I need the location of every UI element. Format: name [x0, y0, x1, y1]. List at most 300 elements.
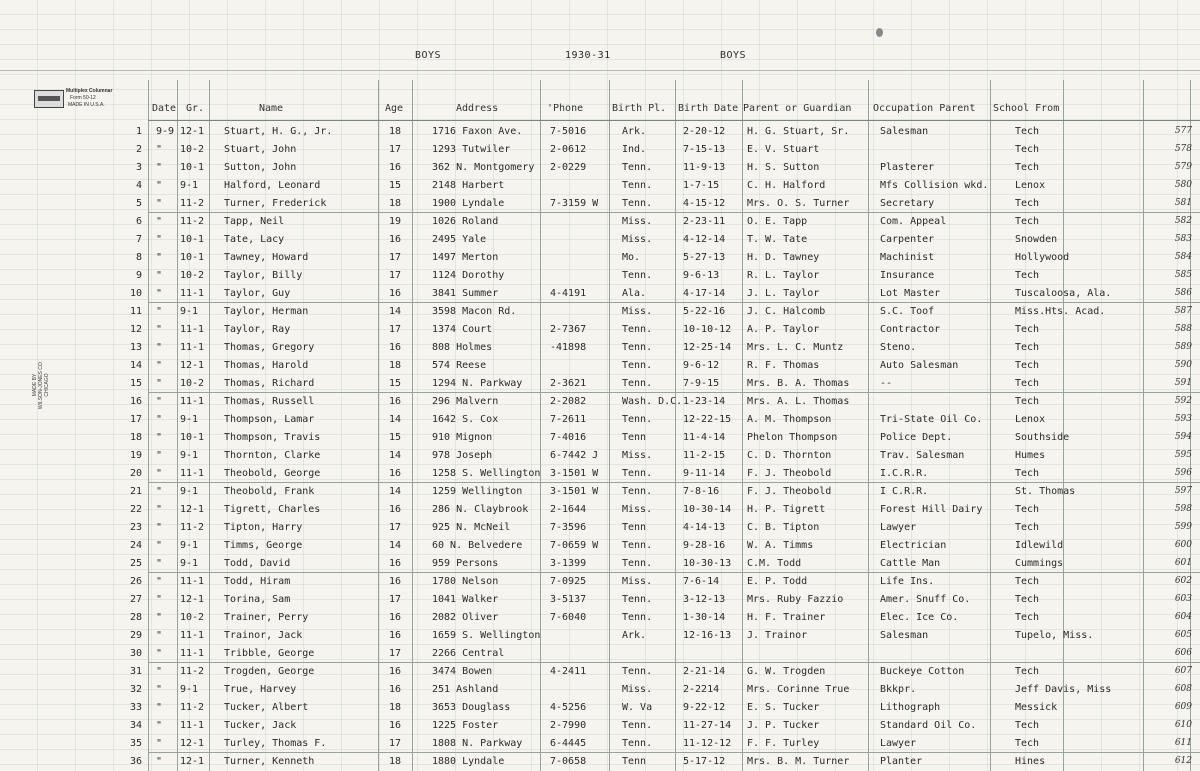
- row-school: Tech: [1015, 396, 1040, 407]
- row-occupation: Salesman: [880, 126, 929, 137]
- row-name: Thomas, Richard: [224, 378, 315, 389]
- table-row: [0, 339, 1200, 357]
- row-name: Tawney, Howard: [224, 252, 309, 263]
- row-number: 21: [129, 486, 142, 497]
- row-date: ": [156, 180, 163, 191]
- row-address: 978 Joseph: [432, 450, 493, 461]
- row-name: Sutton, John: [224, 162, 297, 173]
- row-address: 2266 Central: [432, 648, 505, 659]
- row-parent: R. F. Thomas: [747, 360, 820, 371]
- row-birth-place: Miss.: [622, 684, 653, 695]
- col-header-phone: 'Phone: [547, 103, 584, 114]
- row-record-number: 610: [1174, 720, 1192, 730]
- row-grade: 10-1: [180, 252, 205, 263]
- row-birth-date: 7-6-14: [683, 576, 720, 587]
- row-date: ": [156, 612, 163, 623]
- row-school: Tech: [1015, 126, 1040, 137]
- row-record-number: 605: [1174, 630, 1192, 640]
- row-parent: E. V. Stuart: [747, 144, 820, 155]
- row-address: 2082 Oliver: [432, 612, 499, 623]
- row-occupation: Planter: [880, 756, 923, 767]
- row-birth-place: Tenn.: [622, 342, 653, 353]
- form-brand: Multiplex Columnar: [66, 88, 113, 94]
- row-address: 1780 Nelson: [432, 576, 499, 587]
- row-phone: 2-0612: [550, 144, 587, 155]
- row-address: 574 Reese: [432, 360, 487, 371]
- group-rule: [148, 302, 1200, 303]
- table-row: [0, 555, 1200, 573]
- row-name: Taylor, Billy: [224, 270, 303, 281]
- row-grade: 11-2: [180, 522, 205, 533]
- row-birth-date: 9-22-12: [683, 702, 726, 713]
- row-parent: J. L. Taylor: [747, 288, 820, 299]
- row-address: 808 Holmes: [432, 342, 493, 353]
- row-phone: 2-7367: [550, 324, 587, 335]
- row-grade: 11-1: [180, 630, 205, 641]
- row-age: 16: [389, 630, 402, 641]
- row-birth-place: Tenn.: [622, 594, 653, 605]
- row-birth-date: 2-20-12: [683, 126, 726, 137]
- row-age: 16: [389, 396, 402, 407]
- row-address: 3653 Douglass: [432, 702, 511, 713]
- row-school: Tech: [1015, 378, 1040, 389]
- table-row: [0, 519, 1200, 537]
- row-birth-date: 9-6-13: [683, 270, 720, 281]
- row-name: Taylor, Herman: [224, 306, 309, 317]
- row-age: 17: [389, 324, 402, 335]
- form-logo-icon: [34, 90, 64, 108]
- row-name: Halford, Leonard: [224, 180, 321, 191]
- row-number: 30: [129, 648, 142, 659]
- row-parent: Mrs. Corinne True: [747, 684, 850, 695]
- row-number: 22: [129, 504, 142, 515]
- row-school: Tech: [1015, 360, 1040, 371]
- row-name: True, Harvey: [224, 684, 297, 695]
- row-birth-date: 11-12-12: [683, 738, 732, 749]
- table-row: [0, 375, 1200, 393]
- row-school: St. Thomas: [1015, 486, 1076, 497]
- table-row: [0, 537, 1200, 555]
- row-birth-date: 9-28-16: [683, 540, 726, 551]
- row-school: Hines: [1015, 756, 1046, 767]
- row-grade: 12-1: [180, 360, 205, 371]
- row-parent: H. D. Tawney: [747, 252, 820, 263]
- row-number: 2: [135, 144, 142, 155]
- row-school: Tuscaloosa, Ala.: [1015, 288, 1112, 299]
- row-occupation: Buckeye Cotton: [880, 666, 965, 677]
- row-number: 12: [129, 324, 142, 335]
- row-birth-date: 11-9-13: [683, 162, 726, 173]
- group-rule: [148, 212, 1200, 213]
- row-number: 16: [129, 396, 142, 407]
- row-grade: 10-2: [180, 144, 205, 155]
- row-parent: Mrs. L. C. Muntz: [747, 342, 844, 353]
- row-record-number: 602: [1174, 576, 1192, 586]
- row-birth-date: 1-30-14: [683, 612, 726, 623]
- row-occupation: Amer. Snuff Co.: [880, 594, 971, 605]
- row-date: ": [156, 720, 163, 731]
- row-birth-date: 11-4-14: [683, 432, 726, 443]
- row-parent: Mrs. A. L. Thomas: [747, 396, 850, 407]
- row-birth-place: Tenn.: [622, 324, 653, 335]
- table-row: [0, 177, 1200, 195]
- row-school: Jeff Davis, Miss: [1015, 684, 1112, 695]
- row-parent: Phelon Thompson: [747, 432, 838, 443]
- row-parent: W. A. Timms: [747, 540, 814, 551]
- row-age: 14: [389, 540, 402, 551]
- table-row: [0, 483, 1200, 501]
- row-number: 6: [135, 216, 142, 227]
- row-name: Todd, Hiram: [224, 576, 291, 587]
- row-age: 16: [389, 504, 402, 515]
- row-age: 16: [389, 684, 402, 695]
- row-occupation: Life Ins.: [880, 576, 935, 587]
- col-header-birth-date: Birth Date: [678, 103, 739, 114]
- row-age: 18: [389, 702, 402, 713]
- row-grade: 11-1: [180, 720, 205, 731]
- row-birth-date: 4-15-12: [683, 198, 726, 209]
- row-parent: Mrs. B. M. Turner: [747, 756, 850, 767]
- row-school: Tech: [1015, 270, 1040, 281]
- row-occupation: Lot Master: [880, 288, 941, 299]
- row-date: ": [156, 468, 163, 479]
- row-phone: 3-1399: [550, 558, 587, 569]
- row-number: 1: [135, 126, 142, 137]
- row-grade: 11-2: [180, 198, 205, 209]
- row-date: ": [156, 396, 163, 407]
- col-header-occupation: Occupation Parent: [873, 103, 976, 114]
- table-row: [0, 267, 1200, 285]
- row-number: 29: [129, 630, 142, 641]
- row-parent: H. F. Trainer: [747, 612, 826, 623]
- row-record-number: 589: [1174, 342, 1192, 352]
- row-birth-place: Tenn.: [622, 486, 653, 497]
- row-number: 11: [129, 306, 142, 317]
- row-age: 17: [389, 738, 402, 749]
- row-grade: 10-2: [180, 270, 205, 281]
- row-grade: 10-2: [180, 378, 205, 389]
- row-phone: -41898: [550, 342, 587, 353]
- row-occupation: Machinist: [880, 252, 935, 263]
- row-name: Trainer, Perry: [224, 612, 309, 623]
- row-occupation: Secretary: [880, 198, 935, 209]
- row-age: 16: [389, 342, 402, 353]
- header-boys-left: BOYS: [415, 50, 442, 61]
- row-name: Trogden, George: [224, 666, 315, 677]
- row-phone: 7-2611: [550, 414, 587, 425]
- row-occupation: Carpenter: [880, 234, 935, 245]
- table-row: [0, 159, 1200, 177]
- row-grade: 9-1: [180, 684, 199, 695]
- col-header-grade: Gr.: [186, 103, 205, 114]
- row-date: ": [156, 378, 163, 389]
- row-school: Tech: [1015, 720, 1040, 731]
- row-birth-place: Tenn.: [622, 540, 653, 551]
- row-name: Taylor, Guy: [224, 288, 291, 299]
- row-birth-date: 2-21-14: [683, 666, 726, 677]
- row-record-number: 603: [1174, 594, 1192, 604]
- row-name: Thornton, Clarke: [224, 450, 321, 461]
- row-date: ": [156, 162, 163, 173]
- row-phone: 2-7990: [550, 720, 587, 731]
- row-grade: 10-1: [180, 432, 205, 443]
- row-number: 7: [135, 234, 142, 245]
- row-grade: 11-1: [180, 342, 205, 353]
- row-date: ": [156, 522, 163, 533]
- row-number: 26: [129, 576, 142, 587]
- row-occupation: Salesman: [880, 630, 929, 641]
- row-phone: 7-5016: [550, 126, 587, 137]
- table-row: [0, 411, 1200, 429]
- row-birth-place: Tenn.: [622, 198, 653, 209]
- table-row: [0, 447, 1200, 465]
- row-birth-date: 9-11-14: [683, 468, 726, 479]
- row-occupation: Lawyer: [880, 522, 917, 533]
- group-rule: [148, 392, 1200, 393]
- row-parent: F. F. Turley: [747, 738, 820, 749]
- row-birth-place: Ark.: [622, 630, 647, 641]
- row-date: ": [156, 288, 163, 299]
- table-row: [0, 429, 1200, 447]
- col-header-parent: Parent or Guardian: [743, 103, 852, 114]
- row-number: 28: [129, 612, 142, 623]
- row-phone: 4-2411: [550, 666, 587, 677]
- row-date: ": [156, 450, 163, 461]
- row-number: 20: [129, 468, 142, 479]
- row-age: 16: [389, 720, 402, 731]
- row-name: Tucker, Jack: [224, 720, 297, 731]
- row-birth-place: Tenn.: [622, 378, 653, 389]
- row-age: 19: [389, 216, 402, 227]
- row-birth-date: 2-23-11: [683, 216, 726, 227]
- row-name: Turner, Kenneth: [224, 756, 315, 767]
- row-address: 1497 Merton: [432, 252, 499, 263]
- row-occupation: --: [880, 378, 893, 389]
- row-record-number: 587: [1174, 306, 1192, 316]
- row-address: 959 Persons: [432, 558, 499, 569]
- row-school: Tech: [1015, 342, 1040, 353]
- row-address: 910 Mignon: [432, 432, 493, 443]
- row-record-number: 578: [1174, 144, 1192, 154]
- row-birth-date: 1-7-15: [683, 180, 720, 191]
- row-school: Tech: [1015, 468, 1040, 479]
- row-phone: 6-7442 J: [550, 450, 599, 461]
- row-parent: E. S. Tucker: [747, 702, 820, 713]
- table-row: [0, 717, 1200, 735]
- row-record-number: 577: [1174, 126, 1192, 136]
- row-birth-date: 9-6-12: [683, 360, 720, 371]
- table-row: [0, 627, 1200, 645]
- row-age: 16: [389, 234, 402, 245]
- table-row: [0, 213, 1200, 231]
- row-school: Tech: [1015, 504, 1040, 515]
- row-grade: 11-1: [180, 648, 205, 659]
- col-header-birth-place: Birth Pl.: [612, 103, 667, 114]
- row-occupation: Standard Oil Co.: [880, 720, 977, 731]
- row-parent: H. S. Sutton: [747, 162, 820, 173]
- row-phone: 4-5256: [550, 702, 587, 713]
- row-number: 25: [129, 558, 142, 569]
- row-phone: 2-3621: [550, 378, 587, 389]
- row-record-number: 600: [1174, 540, 1192, 550]
- row-grade: 10-2: [180, 612, 205, 623]
- row-date: ": [156, 324, 163, 335]
- row-phone: 6-4445: [550, 738, 587, 749]
- row-date: ": [156, 234, 163, 245]
- row-address: 1225 Foster: [432, 720, 499, 731]
- row-parent: H. P. Tigrett: [747, 504, 826, 515]
- row-age: 17: [389, 252, 402, 263]
- row-grade: 9-1: [180, 450, 199, 461]
- row-school: Snowden: [1015, 234, 1058, 245]
- row-record-number: 583: [1174, 234, 1192, 244]
- row-school: Tech: [1015, 144, 1040, 155]
- row-number: 34: [129, 720, 142, 731]
- row-name: Tate, Lacy: [224, 234, 285, 245]
- row-parent: R. L. Taylor: [747, 270, 820, 281]
- row-birth-place: Miss.: [622, 234, 653, 245]
- row-record-number: 591: [1174, 378, 1192, 388]
- table-row: [0, 753, 1200, 771]
- row-birth-date: 3-12-13: [683, 594, 726, 605]
- row-school: Tech: [1015, 738, 1040, 749]
- row-number: 24: [129, 540, 142, 551]
- row-name: Theobold, Frank: [224, 486, 315, 497]
- row-address: 1374 Court: [432, 324, 493, 335]
- row-address: 1294 N. Parkway: [432, 378, 523, 389]
- row-occupation: Cattle Man: [880, 558, 941, 569]
- row-grade: 12-1: [180, 594, 205, 605]
- row-record-number: 594: [1174, 432, 1192, 442]
- form-origin: MADE IN U.S.A.: [68, 102, 105, 108]
- row-address: 3598 Macon Rd.: [432, 306, 517, 317]
- row-record-number: 580: [1174, 180, 1192, 190]
- row-address: 286 N. Claybrook: [432, 504, 529, 515]
- row-school: Tech: [1015, 612, 1040, 623]
- row-record-number: 607: [1174, 666, 1192, 676]
- row-birth-date: 11-27-14: [683, 720, 732, 731]
- top-rule: [0, 70, 1200, 71]
- row-address: 60 N. Belvedere: [432, 540, 523, 551]
- row-phone: 7-4016: [550, 432, 587, 443]
- row-record-number: 597: [1174, 486, 1192, 496]
- row-phone: 7-0925: [550, 576, 587, 587]
- row-school: Tech: [1015, 594, 1040, 605]
- table-row: [0, 699, 1200, 717]
- row-birth-place: Tenn.: [622, 180, 653, 191]
- row-date: ": [156, 252, 163, 263]
- row-parent: C. H. Halford: [747, 180, 826, 191]
- row-number: 10: [129, 288, 142, 299]
- row-address: 1716 Faxon Ave.: [432, 126, 523, 137]
- row-age: 16: [389, 162, 402, 173]
- row-number: 33: [129, 702, 142, 713]
- row-birth-place: Tenn: [622, 756, 647, 767]
- row-parent: A. P. Taylor: [747, 324, 820, 335]
- row-date: ": [156, 216, 163, 227]
- row-age: 18: [389, 360, 402, 371]
- row-birth-place: Tenn: [622, 522, 647, 533]
- row-birth-place: Tenn.: [622, 162, 653, 173]
- row-birth-date: 4-17-14: [683, 288, 726, 299]
- table-row: [0, 249, 1200, 267]
- row-birth-place: Mo.: [622, 252, 641, 263]
- row-school: Tech: [1015, 576, 1040, 587]
- row-name: Torina, Sam: [224, 594, 291, 605]
- row-birth-date: 4-14-13: [683, 522, 726, 533]
- row-parent: T. W. Tate: [747, 234, 808, 245]
- row-record-number: 593: [1174, 414, 1192, 424]
- row-birth-place: Wash. D.C.: [622, 396, 683, 407]
- row-birth-place: Ala.: [622, 288, 647, 299]
- row-record-number: 599: [1174, 522, 1192, 532]
- table-row: [0, 735, 1200, 753]
- row-occupation: Tri-State Oil Co.: [880, 414, 983, 425]
- row-age: 16: [389, 558, 402, 569]
- row-school: Tupelo, Miss.: [1015, 630, 1094, 641]
- row-grade: 9-1: [180, 414, 199, 425]
- row-school: Messick: [1015, 702, 1058, 713]
- row-occupation: Plasterer: [880, 162, 935, 173]
- row-name: Tipton, Harry: [224, 522, 303, 533]
- row-date: ": [156, 432, 163, 443]
- row-record-number: 612: [1174, 756, 1192, 766]
- row-age: 16: [389, 666, 402, 677]
- row-birth-date: 12-22-15: [683, 414, 732, 425]
- row-school: Cummings: [1015, 558, 1064, 569]
- row-phone: 7-6040: [550, 612, 587, 623]
- header-rule: [148, 120, 1200, 121]
- table-row: [0, 465, 1200, 483]
- row-school: Miss.Hts. Acad.: [1015, 306, 1106, 317]
- row-occupation: Insurance: [880, 270, 935, 281]
- row-name: Tapp, Neil: [224, 216, 285, 227]
- row-name: Taylor, Ray: [224, 324, 291, 335]
- row-age: 16: [389, 288, 402, 299]
- row-birth-date: 7-9-15: [683, 378, 720, 389]
- row-record-number: 585: [1174, 270, 1192, 280]
- row-occupation: Auto Salesman: [880, 360, 959, 371]
- row-school: Humes: [1015, 450, 1046, 461]
- row-parent: Mrs. B. A. Thomas: [747, 378, 850, 389]
- row-occupation: Police Dept.: [880, 432, 953, 443]
- row-birth-place: Tenn.: [622, 360, 653, 371]
- row-occupation: Bkkpr.: [880, 684, 917, 695]
- maker-line-2: WILSON-JONES CO.: [38, 360, 44, 410]
- group-rule: [148, 572, 1200, 573]
- row-address: 1259 Wellington: [432, 486, 523, 497]
- row-grade: 9-1: [180, 306, 199, 317]
- row-record-number: 604: [1174, 612, 1192, 622]
- row-age: 14: [389, 414, 402, 425]
- row-occupation: Elec. Ice Co.: [880, 612, 959, 623]
- row-address: 925 N. McNeil: [432, 522, 511, 533]
- col-header-name: Name: [259, 103, 284, 114]
- row-date: 9-9: [156, 126, 175, 137]
- row-phone: 3-5137: [550, 594, 587, 605]
- row-age: 16: [389, 612, 402, 623]
- row-grade: 11-2: [180, 666, 205, 677]
- row-name: Trainor, Jack: [224, 630, 303, 641]
- form-logo: [34, 88, 144, 112]
- header-boys-right: BOYS: [720, 50, 747, 61]
- table-row: [0, 321, 1200, 339]
- row-date: ": [156, 558, 163, 569]
- row-number: 23: [129, 522, 142, 533]
- row-age: 16: [389, 468, 402, 479]
- row-date: ": [156, 576, 163, 587]
- row-number: 27: [129, 594, 142, 605]
